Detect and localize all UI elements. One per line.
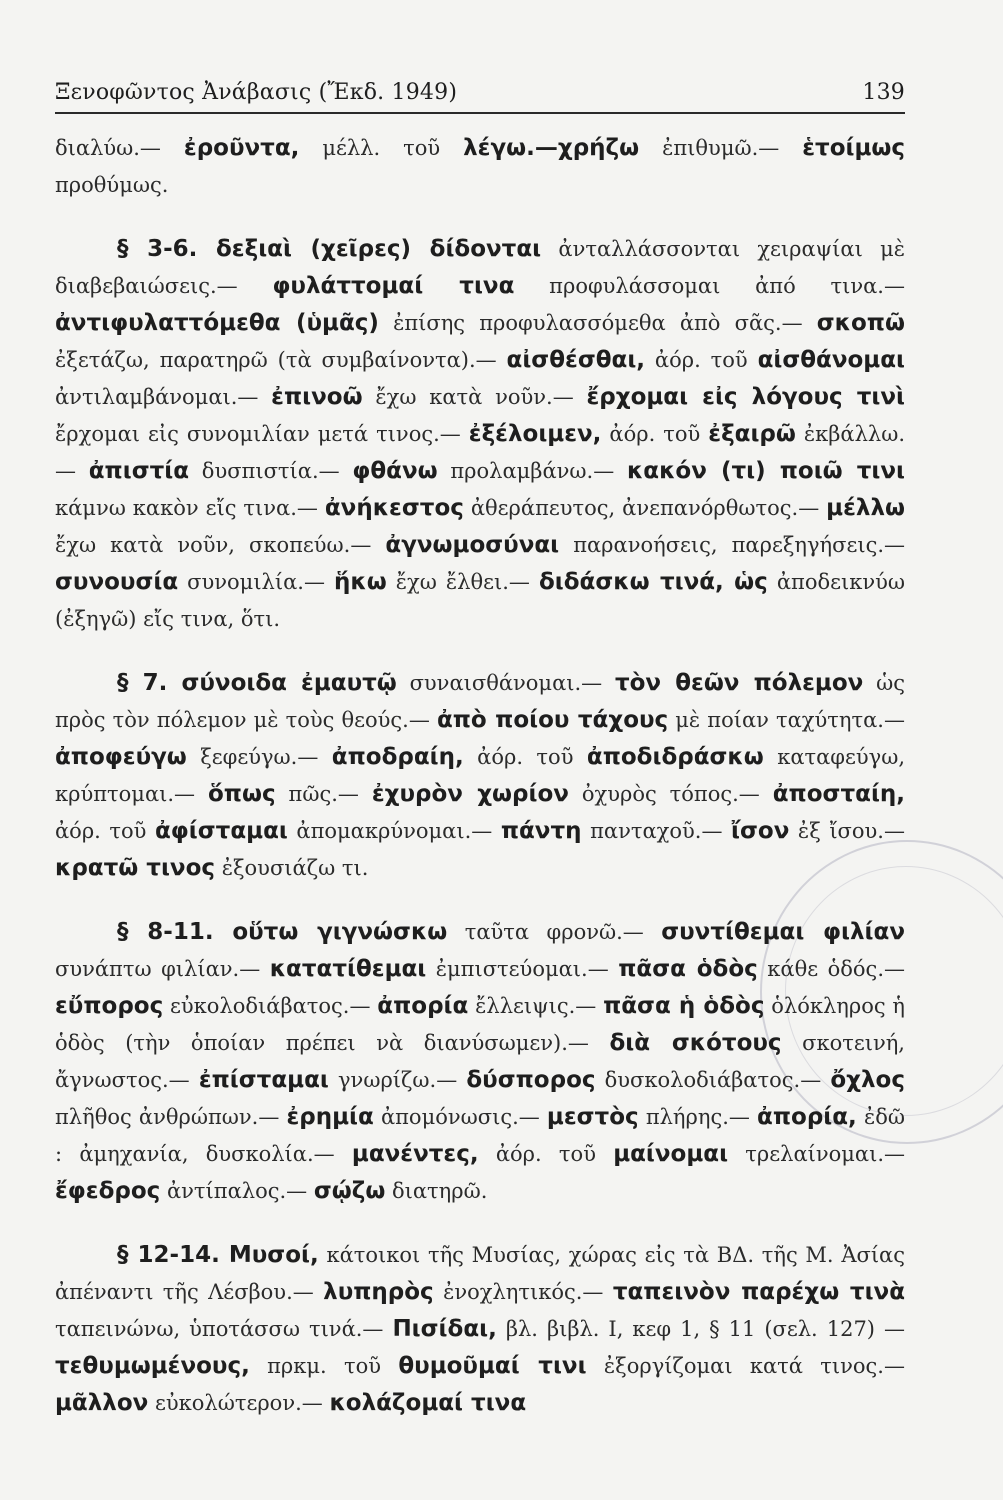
gloss: ἐνοχλητικός.— [433,1280,613,1304]
gloss: ξεφεύγω.— [186,745,332,769]
headword: ἀπορία, [757,1104,857,1130]
headword: ἴσον [731,818,790,844]
section-marker: § 8-11. [117,919,214,945]
gloss: σκοτεινή, ἄγνωστος.— [55,1031,905,1092]
headword: διδάσκω τινά, ὡς [538,569,768,595]
gloss: ἀόρ. τοῦ [55,819,155,843]
gloss: προφυλάσσομαι ἀπό τινα.— [514,274,905,298]
headword: μαίνομαι [613,1141,729,1167]
headword: ἀντιφυλαττόμεθα (ὑμᾶς) [55,310,379,336]
commentary-paragraph [55,914,905,1210]
gloss: ἔρχομαι εἰς συνομιλίαν μετά τινος.— [55,422,469,446]
gloss: πανταχοῦ.— [581,819,732,843]
paragraph-gap [55,204,905,231]
paragraph-gap [55,638,905,665]
gloss: διαλύω.— [55,136,184,160]
gloss: κάμνω κακὸν εἴς τινα.— [55,496,325,520]
gloss: μὲ ποίαν ταχύτητα.— [668,708,905,732]
gloss: ἐπιθυμῶ.— [639,136,803,160]
headword: σῴζω [313,1178,386,1204]
gloss: ἀόρ. τοῦ [463,745,587,769]
gloss: δυσπιστία.— [189,459,353,483]
headword: σκοπῶ [816,310,905,336]
headword: αἰσθάνομαι [757,347,905,373]
gloss: συνομιλία.— [178,570,334,594]
commentary-paragraph [55,1237,905,1422]
headword: ἐπίσταμαι [198,1067,329,1093]
gloss: ἔχω κατὰ νοῦν.— [362,385,587,409]
gloss: ἀόρ. τοῦ [478,1142,614,1166]
gloss: ὁλόκληρος ἡ ὁδὸς (τὴν ὁποίαν πρέπει νὰ διανύσωμεν).— [55,994,905,1055]
gloss: ἐξετάζω, παρατηρῶ (τὰ συμβαίνοντα).— [55,348,507,372]
headword: τεθυμωμένους, [55,1353,250,1379]
gloss: παρανοήσεις, παρεξηγήσεις.— [559,533,906,557]
headword: ἔρχομαι εἰς λόγους τινὶ [586,384,905,410]
headword: μανέντες, [351,1141,479,1167]
section-marker: § 3-6. [117,236,198,262]
gloss: διατηρῶ. [385,1179,488,1203]
gloss: ἐκβάλλω.— [55,422,905,483]
gloss: ἀθεράπευτος, ἀνεπανόρθωτος.— [463,496,827,520]
running-header [55,82,905,104]
headword: ὄχλος [830,1067,905,1093]
headword: ἀπορία [377,993,469,1019]
gloss: εὐκολοδιάβατος.— [163,994,378,1018]
gloss: συνάπτω φιλίαν.— [55,957,270,981]
gloss: προθύμως. [55,173,169,197]
section-marker: § 7. [117,670,168,696]
headword: ἀποφεύγω [55,744,187,770]
headword: ἐξέλοιμεν, [468,421,602,447]
headword: κατατίθεμαι [269,956,427,982]
gloss: ἐπίσης προφυλασσόμεθα ἀπὸ σᾶς.— [378,311,817,335]
headword: οὕτω γιγνώσκω [213,919,448,945]
headword: αἰσθέσθαι, [506,347,646,373]
gloss: μέλλ. τοῦ [299,136,464,160]
gloss: ἐδῶ : ἀμηχανία, δυσκολία.— [55,1105,905,1166]
headword: συντίθεμαι φιλίαν [661,919,905,945]
commentary-paragraph [55,231,905,638]
commentary-body [55,130,905,1422]
gloss: ταῦτα φρονῶ.— [447,920,662,944]
gloss: βλ. βιβλ. Ι, κεφ 1, § 11 (σελ. 127) — [496,1317,905,1341]
gloss: καταφεύγω, κρύπτομαι.— [55,745,905,806]
headword: ἔφεδρος [55,1178,161,1204]
gloss: ἐξουσιάζω τι. [215,856,369,880]
gloss: γνωρίζω.— [328,1068,467,1092]
headword: μέλλω [826,495,905,521]
headword: τὸν θεῶν πόλεμον [614,670,864,696]
gloss: ταπεινώνω, ὑποτάσσω τινά.— [55,1317,393,1341]
paragraph-gap [55,887,905,914]
headword: φυλάττομαί τινα [272,273,515,299]
headword: δύσπορος [466,1067,596,1093]
gloss: πρκμ. τοῦ [249,1354,399,1378]
gloss: ἀόρ. τοῦ [645,348,758,372]
headword: ἀφίσταμαι [155,818,288,844]
headword: ἐπινοῶ [271,384,363,410]
headword: ἀγνωμοσύναι [385,532,560,558]
gloss: ἔχω ἔλθει.— [386,570,539,594]
headword: ἥκω [334,569,387,595]
gloss: δυσκολοδιάβατος.— [595,1068,831,1092]
running-title: Ξενοφῶντος Ἀνάβασις (Ἔκδ. 1949) [55,80,458,105]
gloss: ἀντιλαμβάνομαι.— [55,385,272,409]
gloss: ὡς πρὸς τὸν πόλεμον μὲ τοὺς θεούς.— [55,671,905,732]
header-rule [55,112,905,114]
gloss: ἀπομόνωσις.— [373,1105,547,1129]
headword: ἀνήκεστος [324,495,464,521]
headword: ὅπως [207,781,276,807]
section-marker: § 12-14. [117,1242,220,1268]
headword: ἐροῦντα, [183,135,300,161]
paragraph-gap [55,1210,905,1237]
headword: μεστὸς [546,1104,639,1130]
headword: σύνοιδα ἐμαυτῷ [167,670,397,696]
gloss: ἐξοργίζομαι κατά τινος.— [586,1354,905,1378]
gloss: πλήρης.— [638,1105,758,1129]
headword: κολάζομαί τινα [329,1390,527,1416]
headword: θυμοῦμαί τινι [398,1353,587,1379]
headword: Πισίδαι, [392,1316,497,1342]
commentary-paragraph [55,130,905,204]
gloss: ἐξ ἴσου.— [789,819,905,843]
headword: λέγω.—χρήζω [463,135,640,161]
headword: ταπεινὸν παρέχω τινὰ [612,1279,905,1305]
headword: πᾶσα ἡ ὁδὸς [603,993,765,1019]
headword: φθάνω [352,458,438,484]
gloss: πῶς.— [275,782,372,806]
headword: ἐχυρὸν χωρίον [371,781,569,807]
headword: ἐξαιρῶ [708,421,796,447]
headword: κρατῶ τινος [55,855,216,881]
headword: πᾶσα ὁδὸς [618,956,758,982]
gloss: τρελαίνομαι.— [728,1142,906,1166]
gloss: ἔλλειψις.— [468,994,604,1018]
gloss: ἀποδεικνύω (ἐξηγῶ) εἴς τινα, ὅτι. [55,570,905,631]
gloss: ἐμπιστεύομαι.— [426,957,619,981]
headword: λυπηρὸς [323,1279,434,1305]
gloss: ἀπομακρύνομαι.— [287,819,501,843]
headword: συνουσία [55,569,179,595]
page-number: 139 [862,80,905,105]
headword: ἀποδραίη, [331,744,464,770]
headword: ἐρημία [286,1104,374,1130]
headword: εὔπορος [55,993,164,1019]
headword: δεξιαὶ (χεῖρες) δίδονται [197,236,542,262]
gloss: ἀόρ. τοῦ [601,422,709,446]
gloss: κάτοικοι τῆς Μυσίας, χώρας εἰς τὰ ΒΔ. τῆς Μ. Ἀσίας ἀπέναντι τῆς Λέσβου.— [55,1243,905,1304]
headword: ἀποδιδράσκω [586,744,764,770]
gloss: συναισθάνομαι.— [396,671,615,695]
headword: ἀποσταίη, [772,781,906,807]
headword: κακόν (τι) ποιῶ τινι [626,458,905,484]
headword: μᾶλλον [55,1390,149,1416]
headword: ἑτοίμως [802,135,906,161]
gloss: ἀντίπαλος.— [160,1179,314,1203]
headword: ἀπιστία [88,458,190,484]
gloss: κάθε ὁδός.— [757,957,905,981]
gloss: ἀνταλλάσσονται χειραψίαι μὲ διαβεβαιώσεις.— [55,237,905,298]
commentary-paragraph [55,665,905,887]
headword: διὰ σκότους [609,1030,782,1056]
gloss: εὐκολώτερον.— [148,1391,330,1415]
gloss: πλῆθος ἀνθρώπων.— [55,1105,287,1129]
headword: πάντη [500,818,582,844]
headword: ἀπὸ ποίου τάχους [436,707,669,733]
headword: Μυσοί, [219,1242,319,1268]
gloss: ἔχω κατὰ νοῦν, σκοπεύω.— [55,533,386,557]
gloss: ὀχυρὸς τόπος.— [568,782,773,806]
gloss: προλαμβάνω.— [437,459,627,483]
